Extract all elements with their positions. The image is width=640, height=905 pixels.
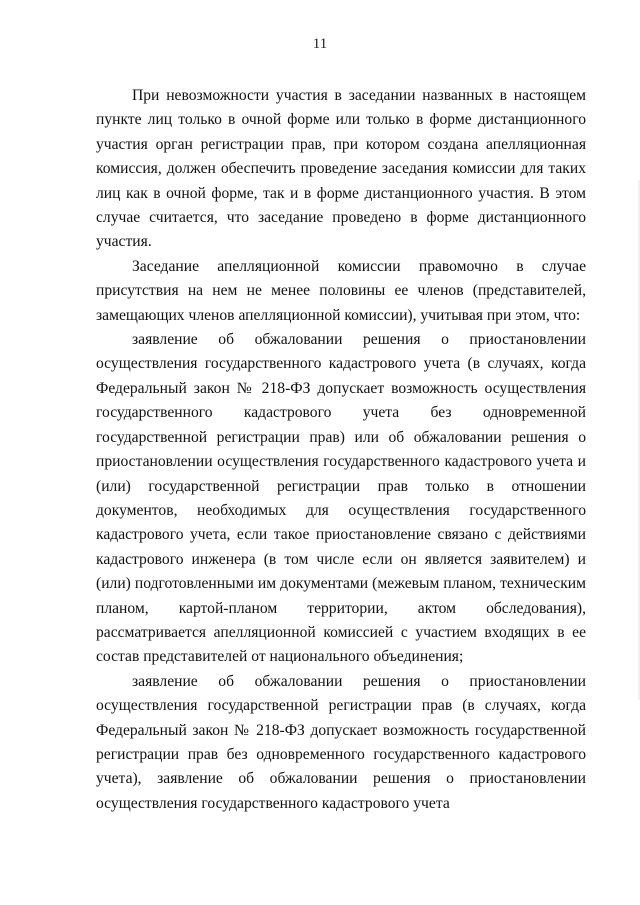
page-number: 11 bbox=[312, 36, 328, 52]
paragraph-quorum: Заседание апелляционной комиссии правомочно в случае присутствия на нем не менее половины ее членов (представителей, замещающих членов апелляционной комиссии), учитывая при этом, что: bbox=[96, 257, 586, 324]
document-body bbox=[96, 84, 586, 816]
paragraph-cadastral-appeal: заявление об обжаловании решения о приостановлении осуществления государственного кадастрового учета (в случаях, когда Федеральный закон № 218-ФЗ допускает возможность осуществления государственного кадастрового учета без одновременной государственной регистрации прав) или об обжаловании решения о приостановлении осуществления государственного кадастрового учета и (или) государственной регистрации прав только в отношении документов, необходимых для осуществления государственного кадастрового учета, если такое приостановление связано с действиями кадастрового инженера (в том числе если он является заявителем) и (или) подготовленными им документами (межевым планом, техническим планом, картой-планом территории, актом обследования), рассматривается апелляционной комиссией с участием входящих в ее состав представителей от национального объединения; bbox=[96, 331, 586, 666]
paragraph-remote-participation: При невозможности участия в заседании названных в настоящем пункте лиц только в очной форме или только в форме дистанционного участия орган регистрации прав, при котором создана апелляционная комиссия, должен обеспечить проведение заседания комиссии для таких лиц как в очной форме, так и в форме дистанционного участия. В этом случае считается, что заседание проведено в форме дистанционного участия. bbox=[96, 87, 586, 251]
paragraph-registration-appeal: заявление об обжаловании решения о приостановлении осуществления государственной регистрации прав (в случаях, когда Федеральный закон № 218-ФЗ допускает возможность государственной регистрации прав без одновременного государственного кадастрового учета), заявление об обжаловании решения о приостановлении осуществления государственного кадастрового учета bbox=[96, 672, 586, 812]
